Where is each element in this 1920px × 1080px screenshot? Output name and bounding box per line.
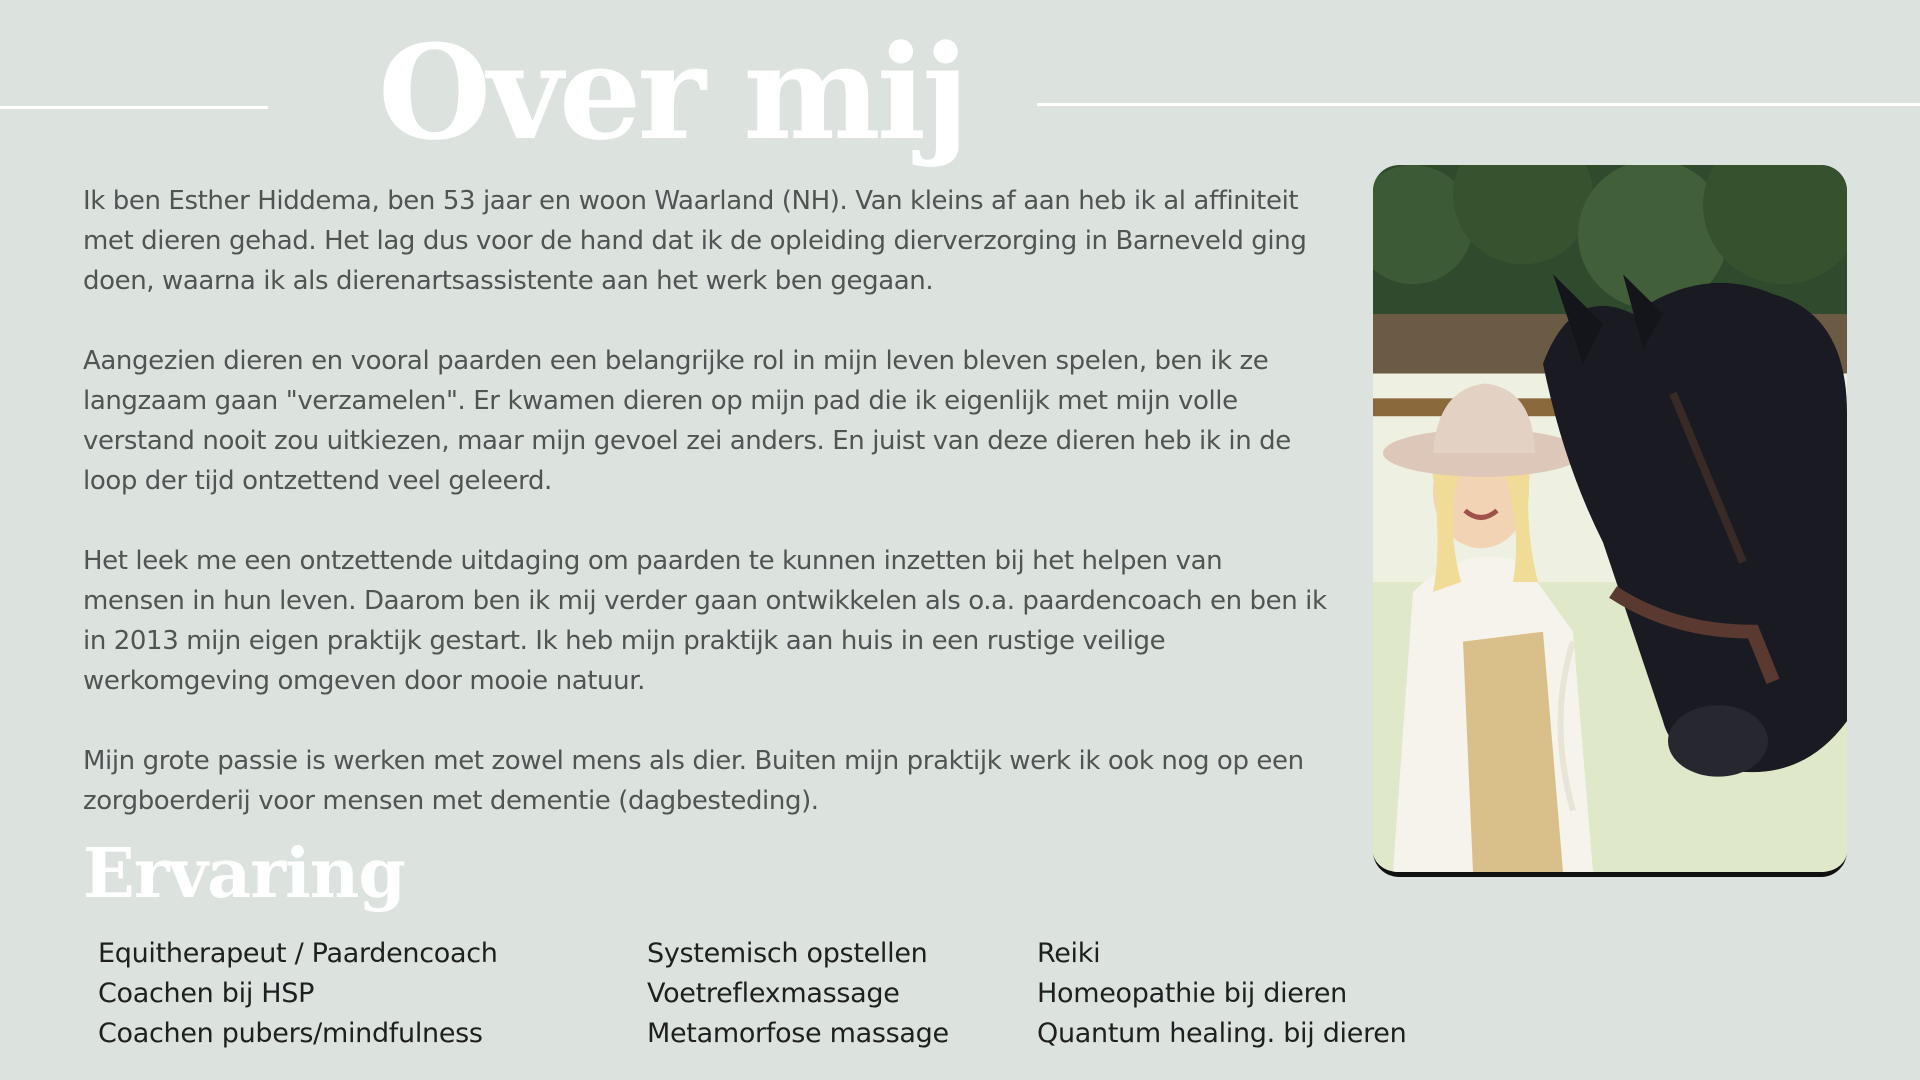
experience-list bbox=[647, 934, 949, 1054]
bio-paragraph bbox=[83, 741, 1363, 821]
experience-item: Quantum healing. bij dieren bbox=[1037, 1018, 1407, 1049]
bio-line: zorgboerderij voor mensen met dementie (dagbesteding). bbox=[83, 786, 819, 816]
decorative-rule-right bbox=[1037, 103, 1920, 106]
bio-line: verstand nooit zou uitkiezen, maar mijn gevoel zei anders. En juist van deze dieren heb ik in de bbox=[83, 426, 1291, 456]
bio-line: Aangezien dieren en vooral paarden een belangrijke rol in mijn leven bleven spelen, ben ik ze bbox=[83, 346, 1269, 376]
experience-item: Voetreflexmassage bbox=[647, 978, 900, 1009]
bio-line: doen, waarna ik als dierenartsassistente aan het werk ben gegaan. bbox=[83, 266, 934, 296]
experience-item: Metamorfose massage bbox=[647, 1018, 949, 1049]
bio-line: Ik ben Esther Hiddema, ben 53 jaar en woon Waarland (NH). Van kleins af aan heb ik al affiniteit bbox=[83, 186, 1299, 216]
bio-line: langzaam gaan "verzamelen". Er kwamen dieren op mijn pad die ik eigenlijk met mijn volle bbox=[83, 386, 1238, 416]
experience-item: Systemisch opstellen bbox=[647, 938, 928, 969]
portrait-photo bbox=[1373, 165, 1847, 877]
bio-paragraph bbox=[83, 341, 1363, 501]
decorative-rule-left bbox=[0, 106, 268, 109]
experience-item: Equitherapeut / Paardencoach bbox=[98, 938, 498, 969]
bio-line: werkomgeving omgeven door mooie natuur. bbox=[83, 666, 645, 696]
bio-line: mensen in hun leven. Daarom ben ik mij verder gaan ontwikkelen als o.a. paardencoach en ben ik bbox=[83, 586, 1327, 616]
bio-line: Mijn grote passie is werken met zowel mens als dier. Buiten mijn praktijk werk ik ook nog op een bbox=[83, 746, 1304, 776]
experience-list bbox=[98, 934, 498, 1054]
photo-horse-muzzle bbox=[1668, 705, 1768, 776]
experience-item: Coachen bij HSP bbox=[98, 978, 315, 1009]
bio-line: Het leek me een ontzettende uitdaging om paarden te kunnen inzetten bij het helpen van bbox=[83, 546, 1223, 576]
experience-list bbox=[1037, 934, 1406, 1054]
bio-line: met dieren gehad. Het lag dus voor de hand dat ik de opleiding dierverzorging in Barneveld ging bbox=[83, 226, 1307, 256]
bio-paragraph bbox=[83, 181, 1363, 301]
bio-line: loop der tijd ontzettend veel geleerd. bbox=[83, 466, 552, 496]
experience-heading: Ervaring bbox=[83, 834, 405, 914]
experience-item: Coachen pubers/mindfulness bbox=[98, 1018, 483, 1049]
experience-item: Homeopathie bij dieren bbox=[1037, 978, 1347, 1009]
bio-text bbox=[83, 181, 1363, 821]
bio-line: in 2013 mijn eigen praktijk gestart. Ik heb mijn praktijk aan huis in een rustige veilige bbox=[83, 626, 1166, 656]
bio-paragraph bbox=[83, 541, 1363, 701]
photo-illustration bbox=[1373, 165, 1847, 872]
page-title: Over mij bbox=[378, 16, 966, 169]
experience-item: Reiki bbox=[1037, 938, 1101, 969]
